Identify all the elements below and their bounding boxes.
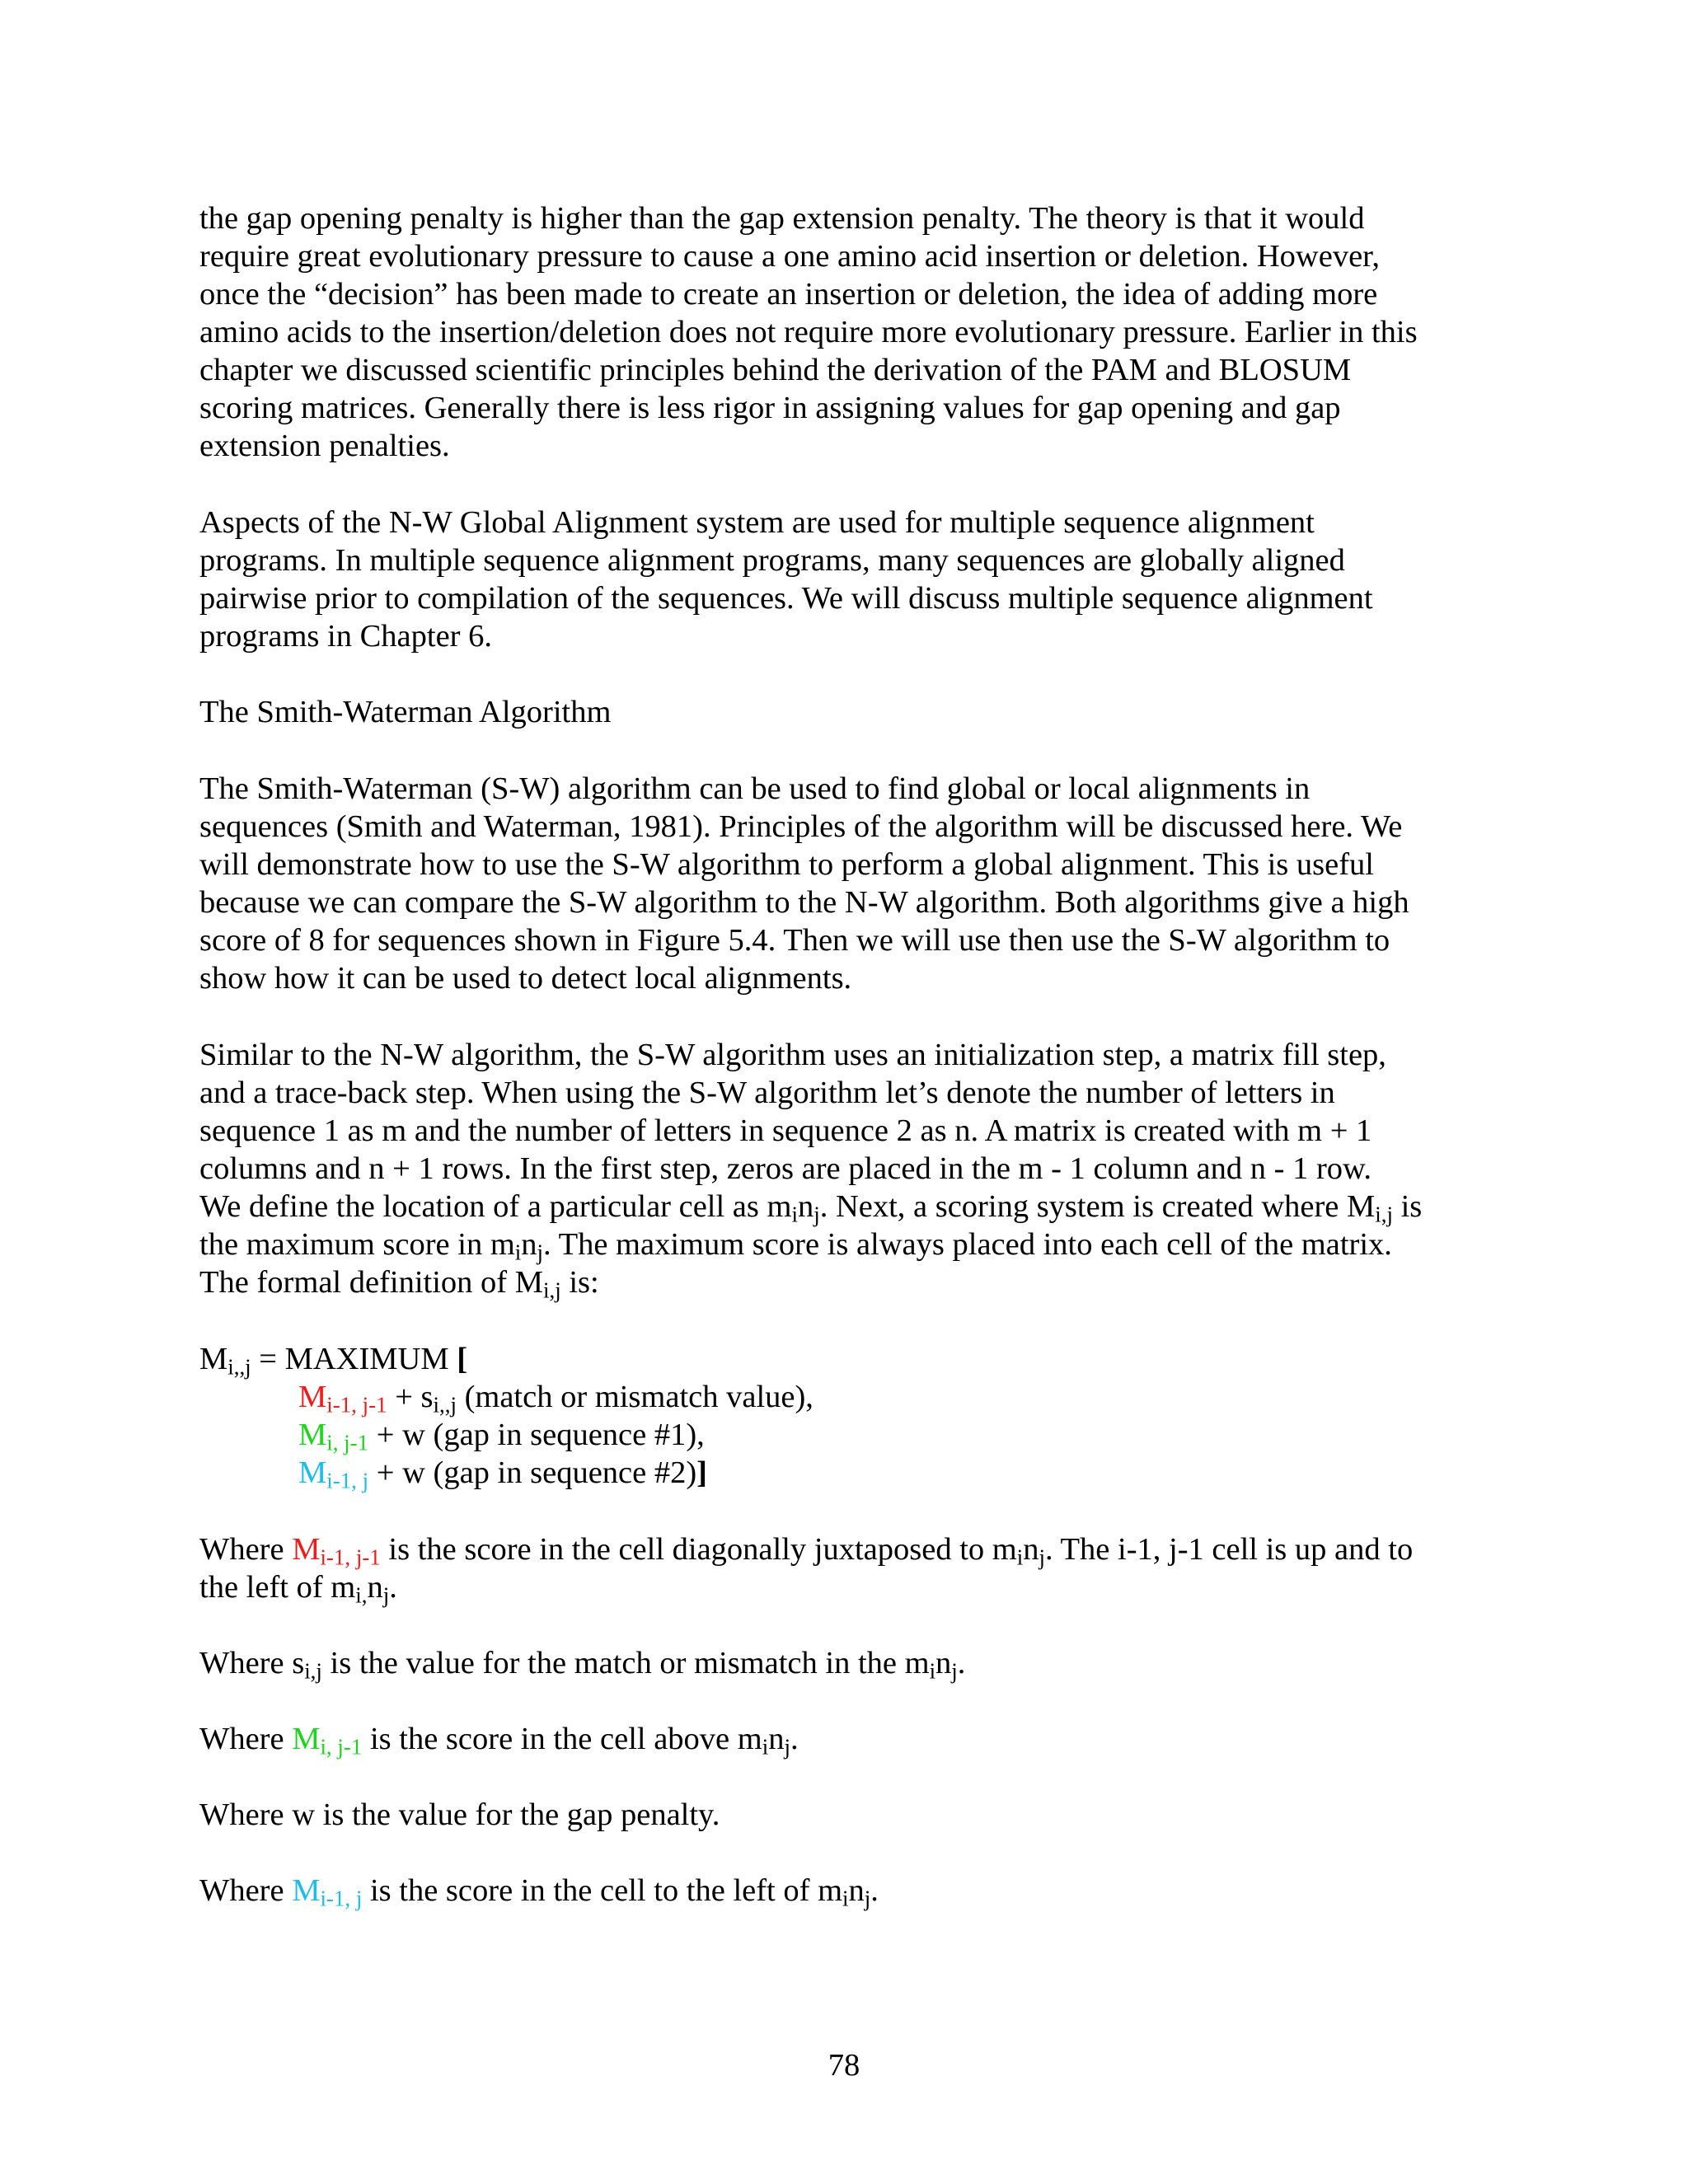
definition-gap-penalty: Where w is the value for the gap penalty. — [199, 1797, 720, 1832]
maximum-formula — [199, 1340, 1502, 1492]
paragraph-gap-penalty — [199, 199, 1502, 465]
text-line: programs. In multiple sequence alignment programs, many sequences are globally aligned — [199, 543, 1345, 578]
text-line: chapter we discussed scientific principles behind the derivation of the PAM and BLOSUM — [199, 353, 1352, 387]
definition-match-value: Where $s_{i,j}$ is the value for the match or mismatch in the $m_in_j$. — [199, 1646, 966, 1684]
text-line: once the “decision” has been made to create an insertion or deletion, the idea of adding more — [199, 277, 1378, 312]
text-line: scoring matrices. Generally there is less rigor in assigning values for gap opening and gap — [199, 391, 1341, 425]
paragraph-multiple-alignment — [199, 504, 1502, 655]
text-line: show how it can be used to detect local alignments. — [199, 961, 852, 996]
formula-term-left: $M_{i-1, j} + w$ (gap in sequence #2)] — [298, 1455, 707, 1493]
text-line: amino acids to the insertion/deletion does not require more evolutionary pressure. Earlier in this — [199, 315, 1418, 349]
text-line: The Smith-Waterman (S-W) algorithm can be used to find global or local alignments in — [199, 771, 1311, 806]
paragraph-smith-waterman-intro — [199, 770, 1502, 997]
formula-term-diagonal: $M_{i-1, j-1} + s_{i,,j}$ (match or mismatch value), — [298, 1380, 814, 1418]
formula-term-above: $M_{i, j-1} + w$ (gap in sequence #1), — [298, 1418, 705, 1455]
text-line: the maximum score in $m_in_j$. The maximum score is always placed into each cell of the matrix. — [199, 1227, 1392, 1265]
definition-above: Where $M_{i, j-1}$ is the score in the cell above $m_in_j$. — [199, 1722, 799, 1760]
text-line: will demonstrate how to use the S-W algorithm to perform a global alignment. This is useful — [199, 847, 1374, 882]
text-line: because we can compare the S-W algorithm to the N-W algorithm. Both algorithms give a high — [199, 885, 1409, 920]
text-line: programs in Chapter 6. — [199, 619, 492, 654]
text-line: Aspects of the N-W Global Alignment system are used for multiple sequence alignment — [199, 505, 1315, 540]
formula-lhs: $M_{i,,j}$ = MAXIMUM [ — [199, 1342, 468, 1380]
section-heading: The Smith-Waterman Algorithm — [199, 695, 612, 729]
text-line: score of 8 for sequences shown in Figure 5.4. Then we will use then use the S-W algorithm to — [199, 923, 1390, 958]
text-line: extension penalties. — [199, 429, 450, 463]
text-line: sequences (Smith and Waterman, 1981). Principles of the algorithm will be discussed here. We — [199, 809, 1403, 844]
definition-diagonal: Where $M_{i-1, j-1}$ is the score in the cell diagonally juxtaposed to $m_in_j$. The i-1, j-1 cell is up and to the left of $m_{i,}n_j$. — [199, 1532, 1414, 1608]
text-line: We define the location of a particular cell as $m_in_j$. Next, a scoring system is created where $M_{i,j}$ is — [199, 1189, 1423, 1227]
text-line: sequence 1 as m and the number of letters in sequence 2 as n. A matrix is created with m + 1 — [199, 1113, 1372, 1148]
text-line: columns and n + 1 rows. In the first step, zeros are placed in the m - 1 column and n - 1 row. — [199, 1151, 1372, 1186]
page-number: 78 — [828, 2048, 860, 2083]
text-line: Similar to the N-W algorithm, the S-W algorithm uses an initialization step, a matrix fill step, — [199, 1038, 1386, 1072]
definition-left: Where $M_{i-1, j}$ is the score in the cell to the left of $m_in_j$. — [199, 1873, 879, 1911]
text-line: The formal definition of $M_{i,j}$ is: — [199, 1265, 599, 1303]
text-line: pairwise prior to compilation of the sequences. We will discuss multiple sequence alignment — [199, 581, 1373, 616]
paragraph-algorithm-steps — [199, 1036, 1502, 1301]
text-line: the gap opening penalty is higher than the gap extension penalty. The theory is that it would — [199, 201, 1365, 236]
text-line: require great evolutionary pressure to cause a one amino acid insertion or deletion. However, — [199, 239, 1381, 274]
text-line: and a trace-back step. When using the S-W algorithm let’s denote the number of letters in — [199, 1076, 1335, 1110]
